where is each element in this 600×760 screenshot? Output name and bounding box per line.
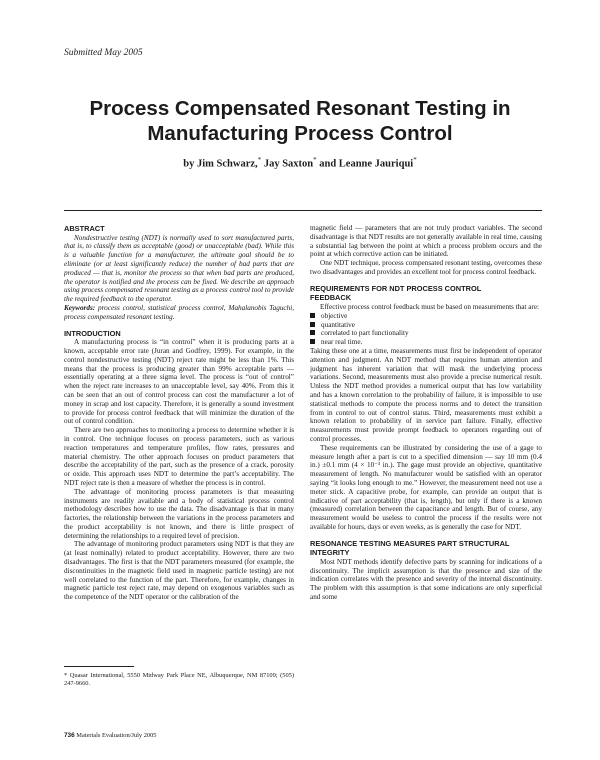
paper-title — [60, 96, 540, 146]
resonance-heading-line-2: INTEGRITY — [310, 548, 350, 558]
page-number: 736 — [64, 732, 75, 739]
paragraph-one-technique: One NDT technique, process compensated resonant testing, overcomes these two disadvantages and provides an excellent tool for process control feedback. — [310, 259, 542, 276]
authors-by: by — [183, 158, 198, 170]
keywords — [64, 304, 294, 322]
abstract-heading: ABSTRACT — [64, 224, 105, 233]
header-rule — [64, 210, 542, 211]
paragraph-these-requirements: These requirements can be illustrated by considering the use of a gage to measure length after a part is cut to a specified dimension — say 10 mm (0.4 in.) ±0.1 mm (4 × 10⁻³ in.). The gage must provide an objective, quantitative measurement of length. No manufacturer would be satisfied with an operator saying “it looks long enough to me.” However, the measurement need not use a meter stick. A capacitive probe, for example, can provide an output that is indicative of part acceptability (that is, length), but only if there is a known (measured) correlation between the capacitance and length. But of course, any measurement would be useless to control the process if the results were not available for hours, days or even weeks, as is generally the case for NDT. — [310, 443, 542, 531]
author-saxton: Jay Saxton — [261, 158, 314, 170]
resonance-heading — [310, 539, 542, 558]
journal-info: Materials Evaluation/July 2005 — [74, 732, 157, 739]
paragraph-taking: Taking these one at a time, measurements must first be independent of operator attention and judgment. An NDT method that requires human attention and judgment has inherent variation that will mask the underlying process variations. Second, measurements must also provide a precise numerical result. Unless the NDT method provides a numerical output that has low variability and has a known correlation to the probability of failure, it is impossible to use statistical methods to compute the process norms and to detect the transition from in control to out of control status. Third, measurements must exhibit a known relation to probability of in service part failure. Finally, effective measurements must provide prompt feedback to operators regarding out of control processes. — [310, 346, 542, 443]
author-schwarz: Jim Schwarz, — [197, 158, 258, 170]
intro-paragraph-3: The advantage of monitoring process parameters is that measuring instruments are readily available and a body of statistical process control methodology describes how to use the data. The disadvantage is that in many factories, the relationship between the variations in the process parameters and the product acceptability is not known, and there is little prospect of determining the relationships to a required level of precision. — [64, 487, 294, 540]
author-jauriqui: and Leanne Jauriqui — [316, 158, 414, 170]
requirements-heading-line-2: FEEDBACK — [310, 293, 352, 303]
right-column — [310, 224, 542, 724]
author-line — [60, 156, 540, 170]
author-mark: * — [257, 156, 262, 164]
bullet-label: near real time. — [321, 338, 363, 347]
bullet-square-icon — [310, 339, 315, 344]
requirements-heading — [310, 284, 542, 303]
bullet-square-icon — [310, 330, 315, 335]
bullet-square-icon — [310, 322, 315, 327]
title-line-1: Process Compensated Resonant Testing in — [89, 97, 511, 120]
footnote-rule — [64, 666, 134, 667]
paragraph-continued: magnetic field — parameters that are not truly product variables. The second disadvantage is that NDT results are not generally available in real time, causing a substantial lag between the point at which a process problem occurs and the point at which corrective action can be initiated. — [310, 224, 542, 259]
list-item — [310, 338, 542, 347]
abstract-body: Nondestructive testing (NDT) is normally used to sort manufactured parts, that is, to classify them as acceptable (good) or unacceptable (bad). While this is a valuable function for a manufacturer, the ultimate goal should be to eliminate (or at least significantly reduce) the number of bad parts that are produced — that is, monitor the process so that when bad parts are produced, the operator is notified and the process can be fixed. We describe an approach using process compensated resonant testing as a process control tool to provide the required feedback to the operator. — [64, 233, 294, 304]
bullet-label: quantitative — [321, 320, 355, 329]
intro-paragraph-2: There are two approaches to monitoring a process to determine whether it is in control. One technique focuses on process parameters, such as various reaction temperatures and temperature profiles, flow rates, pressures and material chemistry. The other approach focuses on product parameters that describe the acceptability of the part, such as the presence of a crack, porosity or oxide. This approach uses NDT to determine the part’s acceptability. The NDT reject rate is then a measure of whether the process is in control. — [64, 426, 294, 487]
resonance-heading-line-1: RESONANCE TESTING MEASURES PART STRUCTURAL — [310, 538, 510, 548]
intro-paragraph-1: A manufacturing process is “in control” when it is producing parts at a known, acceptable error rate (Juran and Godfrey, 1999). For example, in the control nondestructive testing (NDT) reject rate might be less than 1%. This means that the process is producing greater than 99% acceptable parts — essentially operating at a three sigma level. The process is “out of control” when the reject rate increases to an unacceptable level, say 40%. From this it can be seen that an out of control process can cost the manufacturer a lot of money in scrap and lost capacity. Therefore, it is generally a sound investment to provide for process control feedback that will minimize the duration of the out of control condition. — [64, 338, 294, 426]
footnote-text: * Quasar International, 5550 Midway Park Place NE, Albuquerque, NM 87109; (505) 247-9660. — [64, 672, 294, 687]
footnote — [64, 672, 294, 688]
list-item — [310, 321, 542, 330]
paragraph-most-ndt: Most NDT methods identify defective parts by scanning for indications of a discontinuity. The implicit assumption is that the presence and size of the indication correlates with the presence and severity of the internal discontinuity. The problem with this assumption is that some indications are only superficial and some — [310, 557, 542, 602]
title-line-2: Manufacturing Process Control — [147, 122, 453, 145]
page-footer — [64, 732, 157, 739]
list-item — [310, 312, 542, 321]
list-item — [310, 329, 542, 338]
bullet-label: correlated to part functionality — [321, 329, 409, 338]
left-column — [64, 224, 294, 724]
author-mark: * — [313, 156, 317, 164]
keywords-text: process control, statistical process control, Mahalanobis Taguchi, process compensated resonant testing. — [64, 303, 294, 321]
paragraph-requirements: Effective process control feedback must be based on measurements that are: — [320, 302, 540, 311]
intro-paragraph-4: The advantage of monitoring product parameters using NDT is that they are (at least nominally) related to product acceptability. However, there are two disadvantages. The first is that the NDT parameters measured (for example, the discontinuities in the magnetic field used in magnetic particle testing) are not well correlated to the function of the part. Therefore, for example, changes in magnetic particle test reject rate, may depend on exogenous variables such as the competence of the NDT operator or the calibration of the — [64, 540, 294, 602]
bullet-square-icon — [310, 313, 315, 318]
introduction-heading: INTRODUCTION — [64, 328, 121, 338]
submission-date: Submitted May 2005 — [64, 48, 143, 58]
bullet-label: objective — [321, 311, 348, 320]
keywords-label: Keywords: — [64, 303, 96, 312]
author-mark: * — [413, 156, 417, 164]
requirements-heading-line-1: REQUIREMENTS FOR NDT PROCESS CONTROL — [310, 283, 482, 293]
